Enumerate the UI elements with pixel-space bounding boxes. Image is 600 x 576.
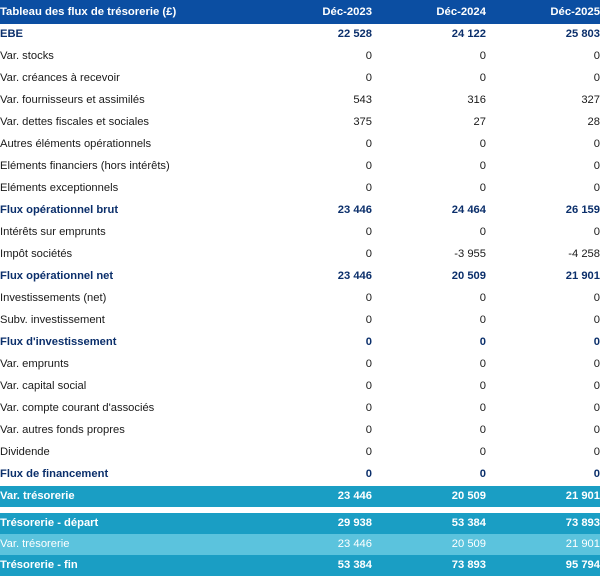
row-value-2: 0	[486, 134, 600, 156]
row-value-1: -3 955	[372, 244, 486, 266]
row-value-2: 0	[486, 178, 600, 200]
row-value-0: 0	[258, 420, 372, 442]
row-value-1: 0	[372, 420, 486, 442]
header-row	[0, 0, 600, 24]
row-value-2: 21 901	[486, 266, 600, 288]
table-row	[0, 68, 600, 90]
table-row	[0, 156, 600, 178]
row-value-2: 0	[486, 354, 600, 376]
row-label: Var. trésorerie	[0, 534, 258, 555]
row-label: Var. autres fonds propres	[0, 420, 258, 442]
row-value-0: 0	[258, 244, 372, 266]
table-row	[0, 513, 600, 534]
row-value-0: 23 446	[258, 486, 372, 508]
row-value-0: 22 528	[258, 24, 372, 46]
table-row	[0, 112, 600, 134]
row-value-0: 0	[258, 222, 372, 244]
row-value-2: 0	[486, 156, 600, 178]
row-value-1: 27	[372, 112, 486, 134]
row-value-0: 0	[258, 354, 372, 376]
row-label: Var. trésorerie	[0, 486, 258, 508]
row-value-1: 0	[372, 354, 486, 376]
row-label: EBE	[0, 24, 258, 46]
row-value-0: 23 446	[258, 534, 372, 555]
table-row	[0, 244, 600, 266]
row-value-2: 0	[486, 420, 600, 442]
table-row	[0, 398, 600, 420]
row-value-1: 0	[372, 310, 486, 332]
table-row	[0, 376, 600, 398]
row-value-1: 0	[372, 376, 486, 398]
row-value-0: 0	[258, 68, 372, 90]
row-value-0: 29 938	[258, 513, 372, 534]
row-value-2: 0	[486, 68, 600, 90]
row-value-1: 0	[372, 46, 486, 68]
row-label: Flux d'investissement	[0, 332, 258, 354]
row-value-0: 0	[258, 376, 372, 398]
row-value-1: 0	[372, 464, 486, 486]
row-value-2: 0	[486, 376, 600, 398]
table-row	[0, 24, 600, 46]
table-row	[0, 200, 600, 222]
row-value-1: 0	[372, 68, 486, 90]
table-row	[0, 266, 600, 288]
row-label: Investissements (net)	[0, 288, 258, 310]
row-value-0: 23 446	[258, 266, 372, 288]
row-label: Var. créances à recevoir	[0, 68, 258, 90]
table-row	[0, 288, 600, 310]
row-label: Var. capital social	[0, 376, 258, 398]
table-row	[0, 46, 600, 68]
table-header	[0, 0, 600, 24]
row-value-1: 0	[372, 288, 486, 310]
row-value-2: 73 893	[486, 513, 600, 534]
row-value-2: 327	[486, 90, 600, 112]
row-label: Impôt sociétés	[0, 244, 258, 266]
row-value-1: 0	[372, 156, 486, 178]
row-label: Flux opérationnel brut	[0, 200, 258, 222]
row-value-0: 375	[258, 112, 372, 134]
table-body	[0, 24, 600, 576]
row-label: Eléments exceptionnels	[0, 178, 258, 200]
row-value-0: 0	[258, 464, 372, 486]
row-label: Var. emprunts	[0, 354, 258, 376]
row-label: Flux de financement	[0, 464, 258, 486]
row-value-0: 0	[258, 442, 372, 464]
row-label: Intérêts sur emprunts	[0, 222, 258, 244]
row-label: Trésorerie - fin	[0, 555, 258, 576]
table-title: Tableau des flux de trésorerie (£)	[0, 0, 258, 24]
row-value-0: 53 384	[258, 555, 372, 576]
table-row	[0, 310, 600, 332]
row-value-2: 0	[486, 46, 600, 68]
row-value-2: 0	[486, 310, 600, 332]
row-value-1: 0	[372, 442, 486, 464]
table-row	[0, 555, 600, 576]
row-value-0: 0	[258, 178, 372, 200]
table-row	[0, 442, 600, 464]
table-row	[0, 90, 600, 112]
row-value-2: 0	[486, 442, 600, 464]
row-value-2: 0	[486, 222, 600, 244]
column-header-0: Déc-2023	[258, 0, 372, 24]
row-value-1: 0	[372, 398, 486, 420]
row-value-1: 20 509	[372, 486, 486, 508]
table-row	[0, 134, 600, 156]
table-row	[0, 534, 600, 555]
row-value-1: 316	[372, 90, 486, 112]
row-label: Trésorerie - départ	[0, 513, 258, 534]
row-value-2: 0	[486, 332, 600, 354]
row-label: Flux opérationnel net	[0, 266, 258, 288]
row-value-2: 0	[486, 398, 600, 420]
table-row	[0, 420, 600, 442]
row-label: Var. stocks	[0, 46, 258, 68]
row-value-0: 0	[258, 134, 372, 156]
row-value-0: 0	[258, 398, 372, 420]
row-value-1: 0	[372, 222, 486, 244]
row-label: Var. compte courant d'associés	[0, 398, 258, 420]
row-value-2: 25 803	[486, 24, 600, 46]
row-value-1: 20 509	[372, 266, 486, 288]
row-value-2: 21 901	[486, 486, 600, 508]
row-label: Eléments financiers (hors intérêts)	[0, 156, 258, 178]
row-value-2: -4 258	[486, 244, 600, 266]
row-value-1: 24 122	[372, 24, 486, 46]
row-value-1: 53 384	[372, 513, 486, 534]
row-label: Dividende	[0, 442, 258, 464]
row-label: Autres éléments opérationnels	[0, 134, 258, 156]
table-row	[0, 332, 600, 354]
row-value-1: 0	[372, 332, 486, 354]
row-value-2: 95 794	[486, 555, 600, 576]
row-value-0: 0	[258, 332, 372, 354]
table-row	[0, 486, 600, 508]
row-value-1: 0	[372, 134, 486, 156]
row-value-0: 0	[258, 46, 372, 68]
table-row	[0, 178, 600, 200]
row-label: Subv. investissement	[0, 310, 258, 332]
table-row	[0, 464, 600, 486]
row-value-0: 0	[258, 156, 372, 178]
row-value-1: 20 509	[372, 534, 486, 555]
row-value-2: 0	[486, 288, 600, 310]
row-value-1: 73 893	[372, 555, 486, 576]
table-row	[0, 222, 600, 244]
row-value-1: 0	[372, 178, 486, 200]
row-value-0: 543	[258, 90, 372, 112]
row-value-2: 21 901	[486, 534, 600, 555]
column-header-2: Déc-2025	[486, 0, 600, 24]
row-value-0: 0	[258, 310, 372, 332]
table-row	[0, 354, 600, 376]
row-value-2: 0	[486, 464, 600, 486]
column-header-1: Déc-2024	[372, 0, 486, 24]
row-value-0: 23 446	[258, 200, 372, 222]
row-value-2: 28	[486, 112, 600, 134]
row-label: Var. dettes fiscales et sociales	[0, 112, 258, 134]
row-label: Var. fournisseurs et assimilés	[0, 90, 258, 112]
row-value-1: 24 464	[372, 200, 486, 222]
row-value-0: 0	[258, 288, 372, 310]
row-value-2: 26 159	[486, 200, 600, 222]
